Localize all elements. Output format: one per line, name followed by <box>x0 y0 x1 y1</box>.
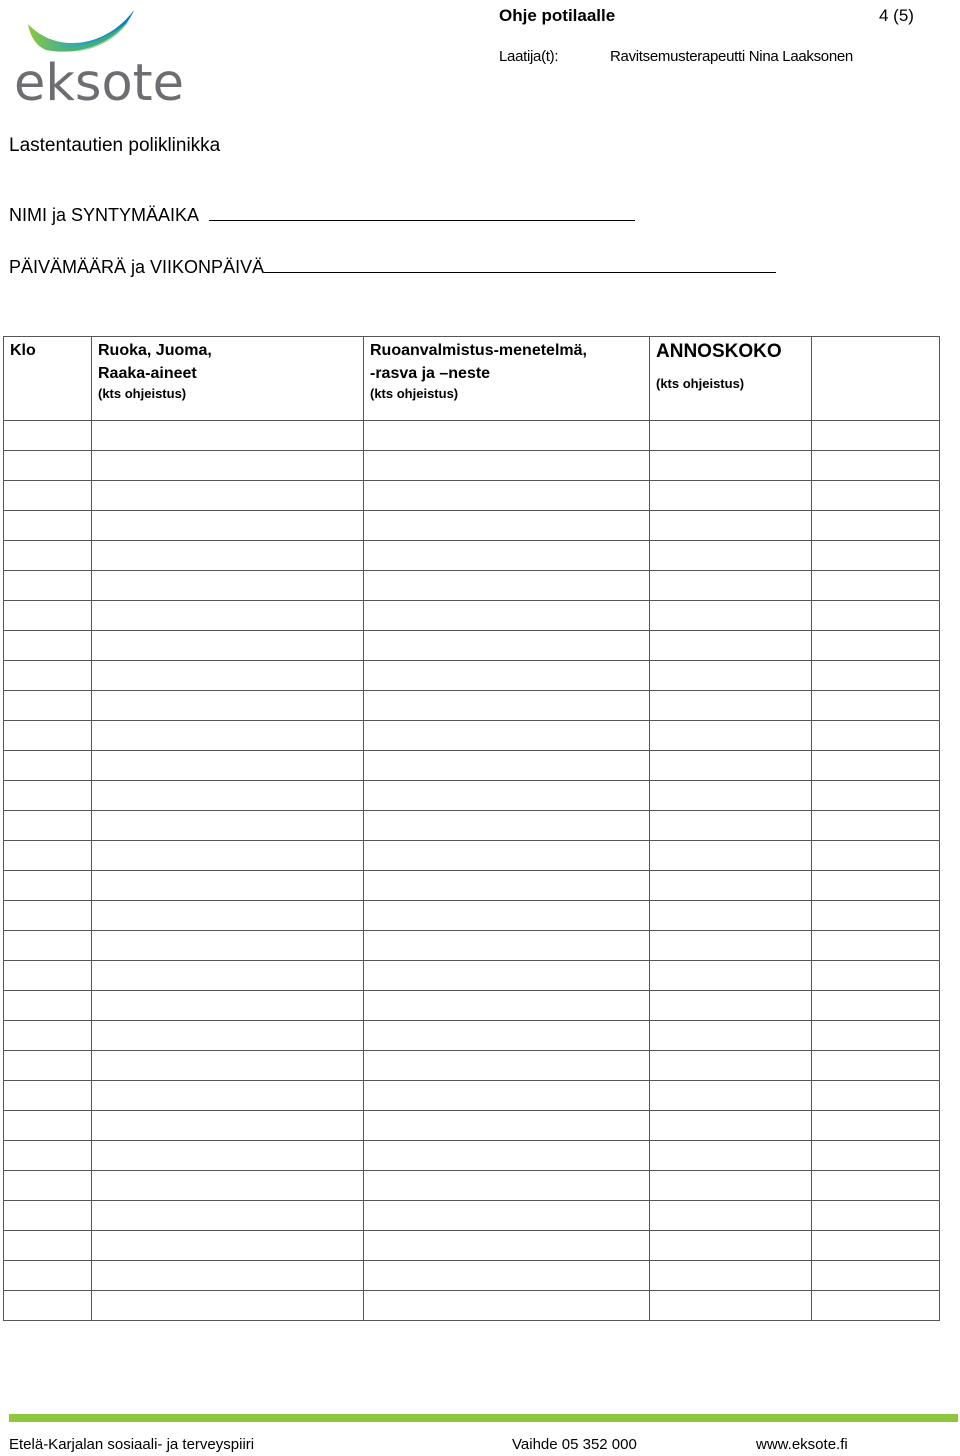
table-row <box>4 1231 940 1261</box>
table-cell[interactable] <box>4 541 92 571</box>
table-cell[interactable] <box>650 781 812 811</box>
table-cell[interactable] <box>812 751 940 781</box>
table-row <box>4 871 940 901</box>
table-cell[interactable] <box>650 601 812 631</box>
table-cell[interactable] <box>364 871 650 901</box>
table-cell[interactable] <box>364 421 650 451</box>
table-cell[interactable] <box>4 571 92 601</box>
name-field <box>9 202 635 226</box>
table-cell[interactable] <box>92 631 364 661</box>
table-row <box>4 1141 940 1171</box>
table-cell[interactable] <box>92 541 364 571</box>
date-field-label: PÄIVÄMÄÄRÄ ja VIIKONPÄIVÄ <box>9 257 265 277</box>
table-cell[interactable] <box>812 661 940 691</box>
table-cell[interactable] <box>364 1261 650 1291</box>
table-cell[interactable] <box>650 511 812 541</box>
table-cell[interactable] <box>92 751 364 781</box>
table-row <box>4 571 940 601</box>
table-row <box>4 1021 940 1051</box>
table-cell[interactable] <box>4 1291 92 1321</box>
table-cell[interactable] <box>92 511 364 541</box>
table-cell[interactable] <box>812 901 940 931</box>
table-row <box>4 631 940 661</box>
table-cell[interactable] <box>364 841 650 871</box>
table-cell[interactable] <box>812 601 940 631</box>
table-cell[interactable] <box>4 991 92 1021</box>
table-cell[interactable] <box>92 871 364 901</box>
table-cell[interactable] <box>92 1291 364 1321</box>
table-cell[interactable] <box>4 751 92 781</box>
header-method: Ruoanvalmistus-menetelmä, -rasva ja –neste (kts ohjeistus) <box>364 337 650 421</box>
table-cell[interactable] <box>364 481 650 511</box>
table-cell[interactable] <box>92 1111 364 1141</box>
table-cell[interactable] <box>650 661 812 691</box>
table-cell[interactable] <box>364 931 650 961</box>
table-cell[interactable] <box>650 901 812 931</box>
table-cell[interactable] <box>650 481 812 511</box>
table-cell[interactable] <box>364 1081 650 1111</box>
table-cell[interactable] <box>4 481 92 511</box>
date-field-blank[interactable] <box>264 254 776 273</box>
table-cell[interactable] <box>92 1051 364 1081</box>
table-cell[interactable] <box>364 811 650 841</box>
table-cell[interactable] <box>812 541 940 571</box>
table-cell[interactable] <box>812 811 940 841</box>
table-cell[interactable] <box>364 571 650 601</box>
footer-website: www.eksote.fi <box>756 1436 848 1453</box>
table-cell[interactable] <box>364 541 650 571</box>
table-cell[interactable] <box>92 901 364 931</box>
table-cell[interactable] <box>364 661 650 691</box>
table-cell[interactable] <box>650 1261 812 1291</box>
table-row <box>4 1081 940 1111</box>
table-cell[interactable] <box>4 721 92 751</box>
table-row <box>4 811 940 841</box>
table-row <box>4 541 940 571</box>
table-row <box>4 1171 940 1201</box>
table-cell[interactable] <box>812 931 940 961</box>
table-row <box>4 931 940 961</box>
table-row <box>4 991 940 1021</box>
table-cell[interactable] <box>812 1171 940 1201</box>
table-cell[interactable] <box>364 631 650 661</box>
table-row <box>4 511 940 541</box>
logo-wordmark: eksote <box>14 54 185 113</box>
table-cell[interactable] <box>364 1171 650 1201</box>
table-cell[interactable] <box>812 571 940 601</box>
table-cell[interactable] <box>812 511 940 541</box>
table-cell[interactable] <box>4 961 92 991</box>
eksote-logo <box>6 6 185 113</box>
table-cell[interactable] <box>4 811 92 841</box>
table-cell[interactable] <box>364 601 650 631</box>
table-cell[interactable] <box>4 1021 92 1051</box>
table-cell[interactable] <box>4 781 92 811</box>
table-cell[interactable] <box>364 1021 650 1051</box>
food-diary-table <box>3 336 940 1321</box>
table-cell[interactable] <box>812 1201 940 1231</box>
table-cell[interactable] <box>4 871 92 901</box>
table-cell[interactable] <box>364 751 650 781</box>
table-cell[interactable] <box>650 1051 812 1081</box>
table-cell[interactable] <box>92 571 364 601</box>
table-cell[interactable] <box>4 1111 92 1141</box>
table-cell[interactable] <box>4 661 92 691</box>
table-cell[interactable] <box>650 691 812 721</box>
table-cell[interactable] <box>92 1201 364 1231</box>
table-cell[interactable] <box>92 661 364 691</box>
table-row <box>4 961 940 991</box>
page-number: 4 (5) <box>879 6 914 25</box>
table-row <box>4 1201 940 1231</box>
table-cell[interactable] <box>92 811 364 841</box>
table-cell[interactable] <box>650 541 812 571</box>
table-cell[interactable] <box>650 931 812 961</box>
author-value: Ravitsemusterapeutti Nina Laaksonen <box>610 48 853 65</box>
table-cell[interactable] <box>4 1261 92 1291</box>
table-cell[interactable] <box>4 511 92 541</box>
table-cell[interactable] <box>92 931 364 961</box>
table-cell[interactable] <box>812 781 940 811</box>
table-cell[interactable] <box>812 1051 940 1081</box>
table-cell[interactable] <box>650 961 812 991</box>
table-cell[interactable] <box>364 901 650 931</box>
table-row <box>4 751 940 781</box>
name-field-blank[interactable] <box>209 202 635 221</box>
table-row <box>4 661 940 691</box>
table-cell[interactable] <box>364 961 650 991</box>
table-cell[interactable] <box>650 991 812 1021</box>
table-cell[interactable] <box>92 421 364 451</box>
table-cell[interactable] <box>4 421 92 451</box>
table-cell[interactable] <box>812 1111 940 1141</box>
table-cell[interactable] <box>4 1141 92 1171</box>
table-row <box>4 601 940 631</box>
table-cell[interactable] <box>4 1081 92 1111</box>
table-cell[interactable] <box>650 1201 812 1231</box>
table-cell[interactable] <box>4 1201 92 1231</box>
table-cell[interactable] <box>650 571 812 601</box>
table-cell[interactable] <box>4 601 92 631</box>
table-cell[interactable] <box>812 1291 940 1321</box>
header-extra <box>812 337 940 421</box>
footer-divider <box>9 1414 958 1422</box>
footer-phone: Vaihde 05 352 000 <box>512 1436 637 1453</box>
table-cell[interactable] <box>92 781 364 811</box>
header-time: Klo <box>4 337 92 421</box>
table-cell[interactable] <box>812 451 940 481</box>
table-row <box>4 841 940 871</box>
table-row <box>4 691 940 721</box>
table-cell[interactable] <box>812 991 940 1021</box>
name-field-label: NIMI ja SYNTYMÄAIKA <box>9 205 199 225</box>
table-cell[interactable] <box>812 631 940 661</box>
table-cell[interactable] <box>92 691 364 721</box>
table-cell[interactable] <box>812 1141 940 1171</box>
table-cell[interactable] <box>650 1081 812 1111</box>
table-row <box>4 1051 940 1081</box>
table-cell[interactable] <box>364 691 650 721</box>
table-cell[interactable] <box>812 481 940 511</box>
table-cell[interactable] <box>4 1051 92 1081</box>
department-name: Lastentautien poliklinikka <box>9 135 221 156</box>
header-food: Ruoka, Juoma, Raaka-aineet (kts ohjeistus) <box>92 337 364 421</box>
table-cell[interactable] <box>92 481 364 511</box>
table-cell[interactable] <box>364 1231 650 1261</box>
table-row <box>4 901 940 931</box>
table-cell[interactable] <box>812 871 940 901</box>
table-cell[interactable] <box>364 451 650 481</box>
table-row <box>4 1111 940 1141</box>
table-cell[interactable] <box>92 1261 364 1291</box>
table-cell[interactable] <box>92 991 364 1021</box>
table-cell[interactable] <box>364 1291 650 1321</box>
table-cell[interactable] <box>364 1111 650 1141</box>
table-cell[interactable] <box>92 451 364 481</box>
table-cell[interactable] <box>650 751 812 781</box>
table-cell[interactable] <box>650 1231 812 1261</box>
table-cell[interactable] <box>812 1231 940 1261</box>
table-cell[interactable] <box>650 451 812 481</box>
table-cell[interactable] <box>650 1171 812 1201</box>
table-cell[interactable] <box>4 1171 92 1201</box>
table-cell[interactable] <box>812 961 940 991</box>
table-cell[interactable] <box>4 841 92 871</box>
table-cell[interactable] <box>650 1021 812 1051</box>
table-cell[interactable] <box>650 841 812 871</box>
table-cell[interactable] <box>364 721 650 751</box>
table-cell[interactable] <box>92 1081 364 1111</box>
table-cell[interactable] <box>92 1141 364 1171</box>
table-cell[interactable] <box>364 991 650 1021</box>
table-cell[interactable] <box>812 841 940 871</box>
table-cell[interactable] <box>4 691 92 721</box>
table-cell[interactable] <box>812 691 940 721</box>
header-portion: ANNOSKOKO (kts ohjeistus) <box>650 337 812 421</box>
table-cell[interactable] <box>364 1141 650 1171</box>
table-cell[interactable] <box>364 511 650 541</box>
table-cell[interactable] <box>92 1171 364 1201</box>
table-row <box>4 781 940 811</box>
table-cell[interactable] <box>650 871 812 901</box>
table-cell[interactable] <box>92 961 364 991</box>
table-cell[interactable] <box>650 1291 812 1321</box>
table-cell[interactable] <box>4 901 92 931</box>
table-cell[interactable] <box>92 1021 364 1051</box>
table-cell[interactable] <box>92 601 364 631</box>
table-cell[interactable] <box>812 1081 940 1111</box>
table-cell[interactable] <box>812 421 940 451</box>
table-cell[interactable] <box>4 451 92 481</box>
table-cell[interactable] <box>650 721 812 751</box>
table-cell[interactable] <box>650 1141 812 1171</box>
author-label: Laatija(t): <box>499 48 559 65</box>
table-cell[interactable] <box>650 1111 812 1141</box>
document-title: Ohje potilaalle <box>499 6 616 25</box>
table-header-row <box>4 337 940 421</box>
table-cell[interactable] <box>650 811 812 841</box>
table-cell[interactable] <box>364 781 650 811</box>
table-cell[interactable] <box>650 421 812 451</box>
date-field <box>9 254 776 278</box>
table-cell[interactable] <box>92 721 364 751</box>
table-cell[interactable] <box>812 721 940 751</box>
table-cell[interactable] <box>4 1231 92 1261</box>
table-cell[interactable] <box>92 841 364 871</box>
table-cell[interactable] <box>364 1051 650 1081</box>
table-cell[interactable] <box>812 1261 940 1291</box>
table-cell[interactable] <box>812 1021 940 1051</box>
table-row <box>4 1261 940 1291</box>
table-row <box>4 481 940 511</box>
table-cell[interactable] <box>4 931 92 961</box>
table-cell[interactable] <box>92 1231 364 1261</box>
table-row <box>4 1291 940 1321</box>
table-cell[interactable] <box>650 631 812 661</box>
table-cell[interactable] <box>4 631 92 661</box>
table-cell[interactable] <box>364 1201 650 1231</box>
footer-organization: Etelä-Karjalan sosiaali- ja terveyspiiri <box>9 1436 255 1453</box>
table-row <box>4 421 940 451</box>
table-row <box>4 721 940 751</box>
table-row <box>4 451 940 481</box>
